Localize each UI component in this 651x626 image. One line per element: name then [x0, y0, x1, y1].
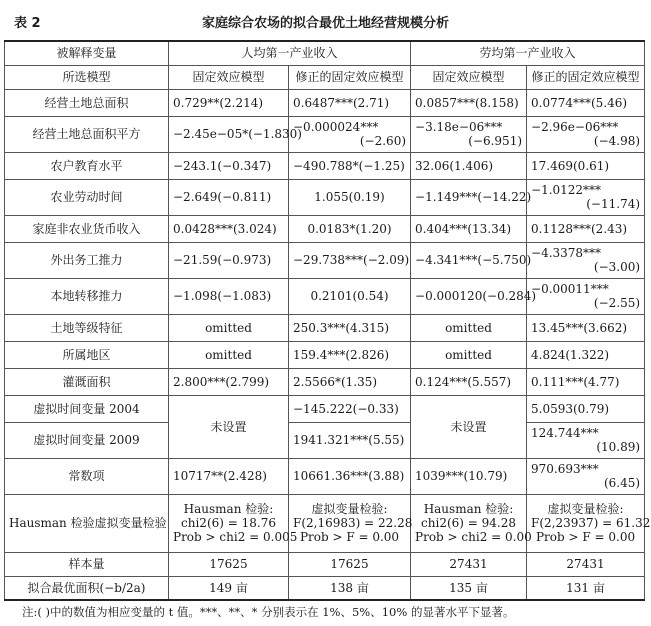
cell-t: (−3.00) — [593, 260, 641, 274]
cell: 2.800***(2.799) — [169, 368, 289, 395]
cell: 0.0428***(3.024) — [169, 215, 289, 242]
cell: omitted — [411, 341, 527, 368]
table-row-tests — [5, 494, 645, 552]
cell-t: (−4.98) — [593, 134, 641, 148]
table-row — [5, 179, 645, 215]
header-model-1: 固定效应模型 — [169, 65, 289, 89]
table-row — [5, 552, 645, 576]
header-model-3: 固定效应模型 — [411, 65, 527, 89]
cell: 0.2101(0.54) — [289, 278, 411, 314]
cell: 0.1128***(2.43) — [527, 215, 645, 242]
table-row — [5, 152, 645, 179]
test-stat: chi2(6) = 94.28 — [421, 516, 516, 530]
cell-coef: −3.18e−06*** — [415, 120, 503, 134]
test-title: 虚拟变量检验: — [311, 502, 388, 516]
cell-t: (−11.74) — [586, 197, 641, 211]
cell: 2.5566*(1.35) — [289, 368, 411, 395]
test-title: Hausman 检验: — [423, 502, 514, 516]
cell-t: (10.89) — [596, 440, 641, 454]
row-label: 虚拟时间变量 2004 — [5, 395, 169, 422]
cell: 1941.321***(5.55) — [289, 422, 411, 458]
cell-coef: −0.000024*** — [293, 120, 379, 134]
cell: 0.404***(13.34) — [411, 215, 527, 242]
row-label: 家庭非农业货币收入 — [5, 215, 169, 242]
table-note: 注:( )中的数值为相应变量的 t 值。***、**、* 分别表示在 1%、5%、10% 的显著水平下显著。 — [22, 605, 515, 619]
cell-coef: 124.744*** — [531, 426, 599, 440]
cell: −21.59(−0.973) — [169, 242, 289, 278]
cell — [289, 116, 411, 152]
row-label: 经营土地总面积 — [5, 89, 169, 116]
table-row — [5, 368, 645, 395]
cell-coef: −2.96e−06*** — [531, 120, 619, 134]
cell: 250.3***(4.315) — [289, 314, 411, 341]
table-row — [5, 116, 645, 152]
cell-t: (−6.951) — [468, 134, 523, 148]
test-title: Hausman 检验: — [183, 502, 274, 516]
cell — [527, 278, 645, 314]
cell: 149 亩 — [169, 576, 289, 600]
header-model-2: 修正的固定效应模型 — [289, 65, 411, 89]
cell: 0.111***(4.77) — [527, 368, 645, 395]
cell — [411, 116, 527, 152]
cell: 32.06(1.406) — [411, 152, 527, 179]
test-title: 虚拟变量检验: — [547, 502, 624, 516]
cell: −1.149***(−14.22) — [411, 179, 527, 215]
cell: 135 亩 — [411, 576, 527, 600]
table-row — [5, 242, 645, 278]
cell: 138 亩 — [289, 576, 411, 600]
cell — [527, 422, 645, 458]
table-row — [5, 576, 645, 600]
cell: −0.000120(−0.284) — [411, 278, 527, 314]
cell: 159.4***(2.826) — [289, 341, 411, 368]
cell: omitted — [169, 314, 289, 341]
row-label: 拟合最优面积(−b/2a) — [5, 576, 169, 600]
row-label: 所属地区 — [5, 341, 169, 368]
cell: −243.1(−0.347) — [169, 152, 289, 179]
cell: 10717**(2.428) — [169, 458, 289, 494]
cell: −4.341***(−5.750) — [411, 242, 527, 278]
row-label: 土地等级特征 — [5, 314, 169, 341]
cell: −2.45e−05*(−1.830) — [169, 116, 289, 152]
cell-t: (−2.55) — [593, 296, 641, 310]
row-label: 农业劳动时间 — [5, 179, 169, 215]
cell: 4.824(1.322) — [527, 341, 645, 368]
cell: 0.0857***(8.158) — [411, 89, 527, 116]
cell: 0.124***(5.557) — [411, 368, 527, 395]
cell: −29.738***(−2.09) — [289, 242, 411, 278]
test-stat: F(2,23937) = 61.32 — [531, 516, 651, 530]
test-prob: Prob > chi2 = 0.00 — [415, 530, 532, 544]
cell: −490.788*(−1.25) — [289, 152, 411, 179]
cell: 131 亩 — [527, 576, 645, 600]
row-label: 虚拟时间变量 2009 — [5, 422, 169, 458]
table-title: 家庭综合农场的拟合最优土地经营规模分析 — [201, 16, 449, 31]
header-group-per-labor: 劳均第一产业收入 — [411, 41, 645, 65]
cell: −2.649(−0.811) — [169, 179, 289, 215]
row-label: 农户教育水平 — [5, 152, 169, 179]
header-row-models — [5, 65, 645, 89]
test-stat: F(2,16983) = 22.28 — [293, 516, 413, 530]
header-explained: 被解释变量 — [5, 41, 169, 65]
cell-test — [289, 494, 411, 552]
test-prob: Prob > F = 0.00 — [299, 530, 400, 544]
table-row — [5, 422, 645, 458]
row-label: Hausman 检验虚拟变量检验 — [5, 494, 169, 552]
table-row — [5, 278, 645, 314]
cell: 27431 — [527, 552, 645, 576]
cell-test — [411, 494, 532, 552]
cell-coef: 970.693*** — [531, 462, 599, 476]
cell-t: (6.45) — [603, 476, 641, 490]
cell: omitted — [411, 314, 527, 341]
cell-test — [527, 494, 651, 552]
cell-coef: −1.0122*** — [531, 183, 602, 197]
cell: 0.729**(2.214) — [169, 89, 289, 116]
cell-not-set: 未设置 — [169, 395, 289, 458]
table-row — [5, 215, 645, 242]
table-row — [5, 395, 645, 422]
cell: 0.0183*(1.20) — [289, 215, 411, 242]
cell: 17.469(0.61) — [527, 152, 645, 179]
row-label: 样本量 — [5, 552, 169, 576]
row-label: 外出务工推力 — [5, 242, 169, 278]
table-row — [5, 341, 645, 368]
regression-table — [4, 40, 651, 601]
cell-not-set: 未设置 — [411, 395, 527, 458]
cell: −145.222(−0.33) — [289, 395, 411, 422]
row-label: 本地转移推力 — [5, 278, 169, 314]
header-row-groups — [5, 41, 645, 65]
cell-t: (−2.60) — [359, 134, 407, 148]
test-prob: Prob > F = 0.00 — [535, 530, 636, 544]
cell: 17625 — [169, 552, 289, 576]
cell: 17625 — [289, 552, 411, 576]
cell: 10661.36***(3.88) — [289, 458, 411, 494]
row-label: 常数项 — [5, 458, 169, 494]
table-row — [5, 89, 645, 116]
cell — [527, 116, 645, 152]
cell: 1039***(10.79) — [411, 458, 527, 494]
cell: 5.0593(0.79) — [527, 395, 645, 422]
test-prob: Prob > chi2 = 0.005 — [173, 530, 298, 544]
table-number: 表 2 — [14, 16, 41, 31]
cell — [527, 242, 645, 278]
table-caption — [8, 4, 643, 34]
table-row — [5, 314, 645, 341]
cell: omitted — [169, 341, 289, 368]
header-model-label: 所选模型 — [5, 65, 169, 89]
cell — [527, 458, 645, 494]
cell: 27431 — [411, 552, 527, 576]
header-model-4: 修正的固定效应模型 — [527, 65, 645, 89]
cell — [527, 179, 645, 215]
table-row — [5, 458, 645, 494]
cell-coef: −0.00011*** — [531, 282, 609, 296]
cell: 13.45***(3.662) — [527, 314, 645, 341]
cell-coef: −4.3378*** — [531, 246, 602, 260]
cell: 1.055(0.19) — [289, 179, 411, 215]
test-stat: chi2(6) = 18.76 — [181, 516, 276, 530]
cell: 0.0774***(5.46) — [527, 89, 645, 116]
row-label: 灌溉面积 — [5, 368, 169, 395]
row-label: 经营土地总面积平方 — [5, 116, 169, 152]
cell-test — [169, 494, 298, 552]
cell: −1.098(−1.083) — [169, 278, 289, 314]
header-group-per-capita: 人均第一产业收入 — [169, 41, 411, 65]
cell: 0.6487***(2.71) — [289, 89, 411, 116]
